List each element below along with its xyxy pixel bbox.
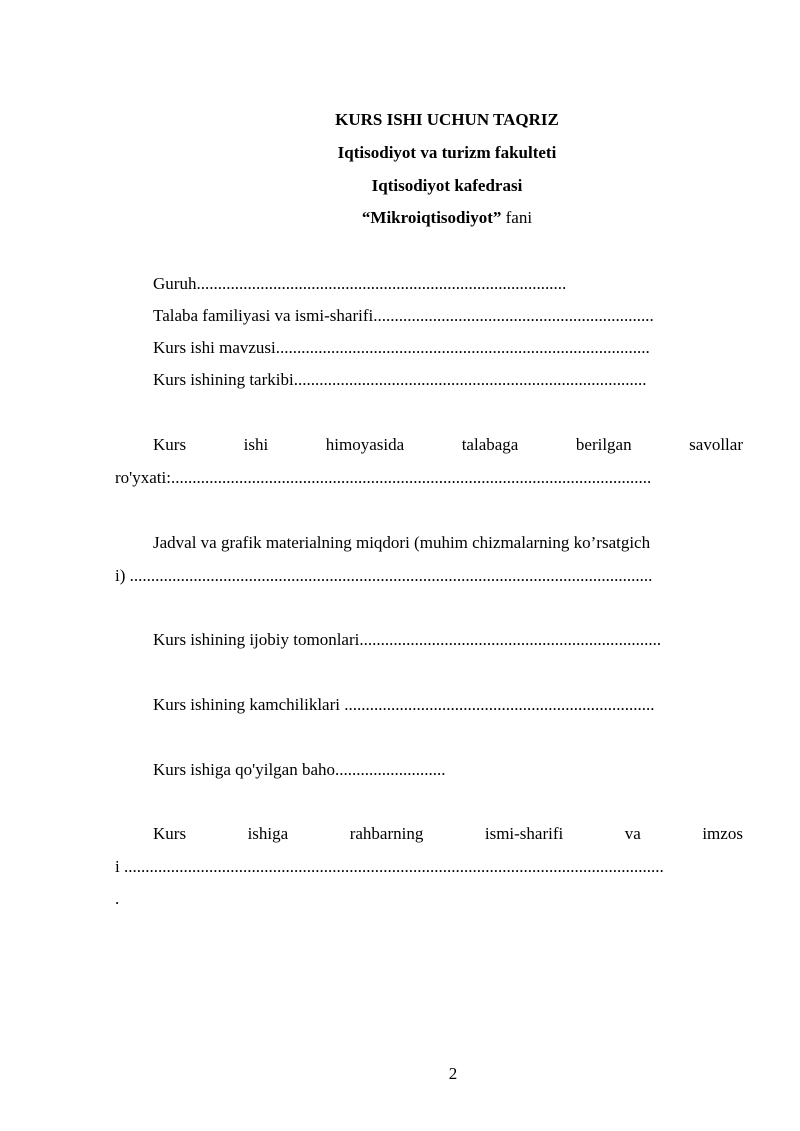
positives-field: Kurs ishining ijobiy tomonlari....................................................................... — [153, 630, 662, 649]
document-title: KURS ISHI UCHUN TAQRIZ — [335, 110, 559, 129]
content-field: Kurs ishining tarkibi................................................................................... — [153, 370, 647, 389]
department-name: Iqtisodiyot kafedrasi — [371, 176, 523, 195]
supervisor-word: imzos — [702, 824, 743, 843]
questions-word: berilgan — [575, 435, 632, 454]
questions-word: Kurs — [153, 435, 187, 454]
questions-word: talabaga — [461, 435, 519, 454]
subject-name: “Mikroiqtisodiyot” — [361, 208, 502, 227]
questions-line-2: ro'yxati:................................................................................................................. — [115, 468, 652, 487]
tables-line-1: Jadval va grafik materialning miqdori (muhim chizmalarning ko’rsatgich — [153, 533, 651, 552]
supervisor-line-1 — [153, 824, 743, 844]
topic-field: Kurs ishi mavzusi........................................................................................ — [153, 338, 650, 357]
questions-word: himoyasida — [325, 435, 405, 454]
questions-line-1 — [153, 435, 743, 455]
supervisor-line-3: . — [115, 889, 120, 908]
questions-word: ishi — [243, 435, 269, 454]
supervisor-word: ismi-sharifi — [484, 824, 564, 843]
group-field: Guruh....................................................................................... — [153, 274, 567, 293]
page-number: 2 — [448, 1064, 458, 1083]
questions-word: savollar — [689, 435, 743, 454]
supervisor-word: va — [624, 824, 641, 843]
subject-line — [0, 208, 800, 228]
faculty-name: Iqtisodiyot va turizm fakulteti — [337, 143, 557, 162]
shortcomings-field: Kurs ishining kamchiliklari ......................................................................... — [153, 695, 655, 714]
supervisor-word: rahbarning — [349, 824, 424, 843]
student-name-field: Talaba familiyasi va ismi-sharifi.................................................................. — [153, 306, 654, 325]
subject-suffix: fani — [501, 208, 533, 227]
supervisor-line-2: i ............................................................................................................................... — [115, 857, 664, 876]
supervisor-word: ishiga — [247, 824, 289, 843]
tables-line-2: i) ........................................................................................................................... — [115, 566, 653, 585]
supervisor-word: Kurs — [153, 824, 187, 843]
grade-field: Kurs ishiga qo'yilgan baho.......................... — [153, 760, 446, 779]
